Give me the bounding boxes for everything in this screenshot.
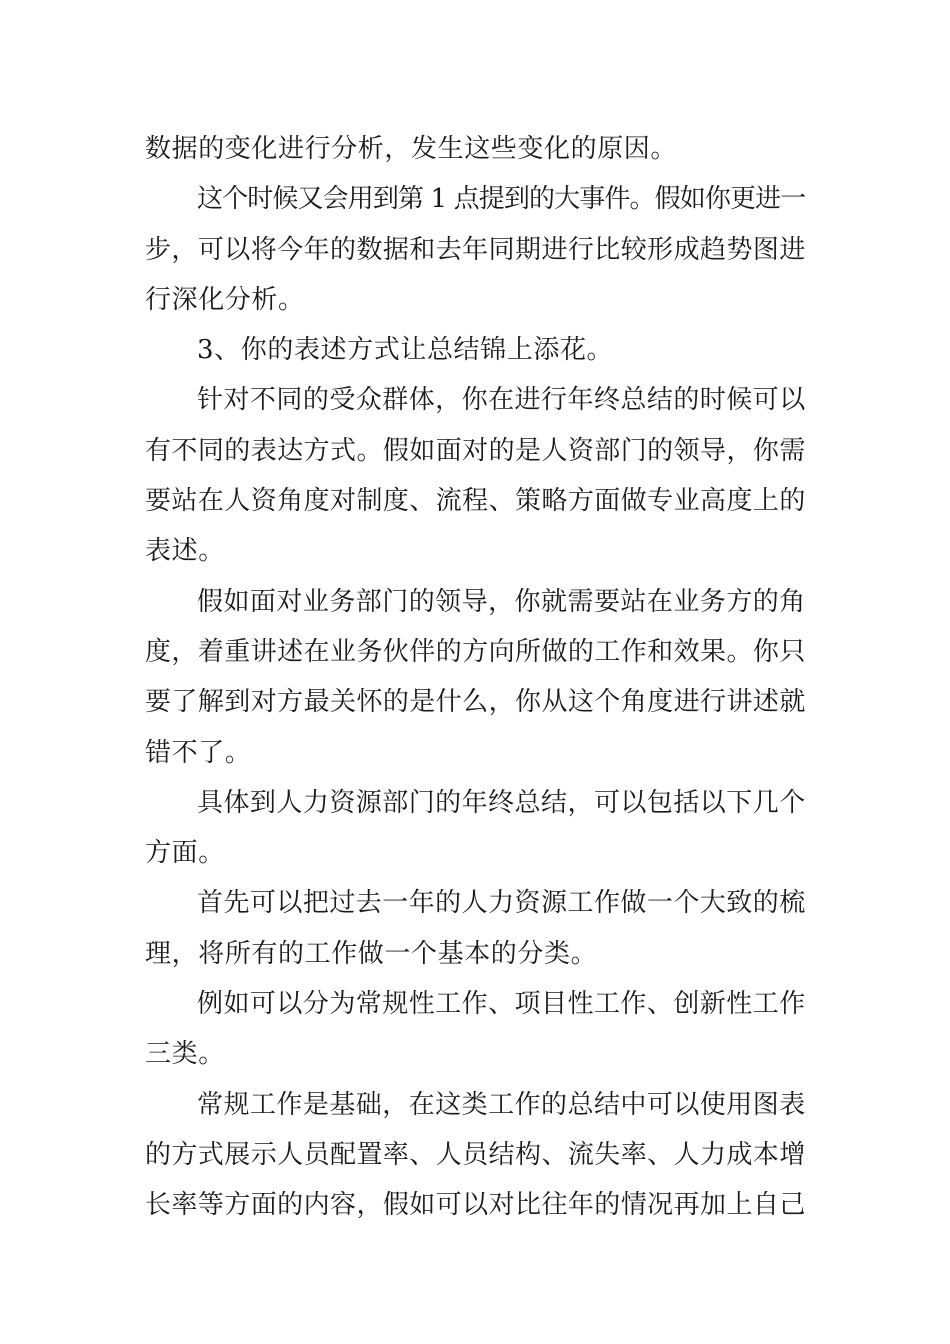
text-line: 3、你的表述方式让总结锦上添花。 [197,335,614,366]
text-line: 例如可以分为常规性工作、项目性工作、创新性工作 [197,989,806,1020]
text-line: 度，着重讲述在业务伙伴的方向所做的工作和效果。你只 [145,636,806,667]
text-line: 具体到人力资源部门的年终总结，可以包括以下几个 [197,787,806,818]
paragraph-3-heading [145,325,807,375]
text-line: 数据的变化进行分析，发生这些变化的原因。 [145,134,678,164]
text-line: 错不了。 [145,737,252,768]
text-line: 步，可以将今年的数据和去年同期进行比较形成趋势图进 [145,234,806,265]
text-line: 要了解到对方最关怀的是什么，你从这个角度进行讲述就 [145,687,806,718]
paragraph-6 [145,778,807,879]
text-line: 长率等方面的内容，假如可以对比往年的情况再加上自己 [145,1190,806,1221]
paragraph-1 [145,124,807,174]
paragraph-9 [145,1080,807,1231]
text-line: 首先可以把过去一年的人力资源工作做一个大致的梳 [197,888,806,919]
text-line: 常规工作是基础，在这类工作的总结中可以使用图表 [197,1089,806,1120]
text-line: 有不同的表达方式。假如面对的是人资部门的领导，你需 [145,435,806,466]
paragraph-7 [145,878,807,979]
text-line: 方面。 [145,838,225,869]
paragraph-5 [145,577,807,778]
paragraph-2 [145,174,807,325]
text-line: 要站在人资角度对制度、流程、策略方面做专业高度上的 [145,486,806,517]
text-line: 假如面对业务部门的领导，你就需要站在业务方的角 [197,586,806,617]
text-line: 理，将所有的工作做一个基本的分类。 [145,938,598,969]
paragraph-8 [145,979,807,1080]
document-body [145,124,807,1231]
text-line: 这个时候又会用到第 1 点提到的大事件。假如你更进一 [197,184,806,215]
text-line: 表述。 [145,536,225,567]
text-line: 行深化分析。 [145,284,305,315]
text-line: 针对不同的受众群体，你在进行年终总结的时候可以 [197,385,806,416]
text-line: 三类。 [145,1039,225,1070]
text-line: 的方式展示人员配置率、人员结构、流失率、人力成本增 [145,1139,806,1170]
paragraph-4 [145,375,807,576]
